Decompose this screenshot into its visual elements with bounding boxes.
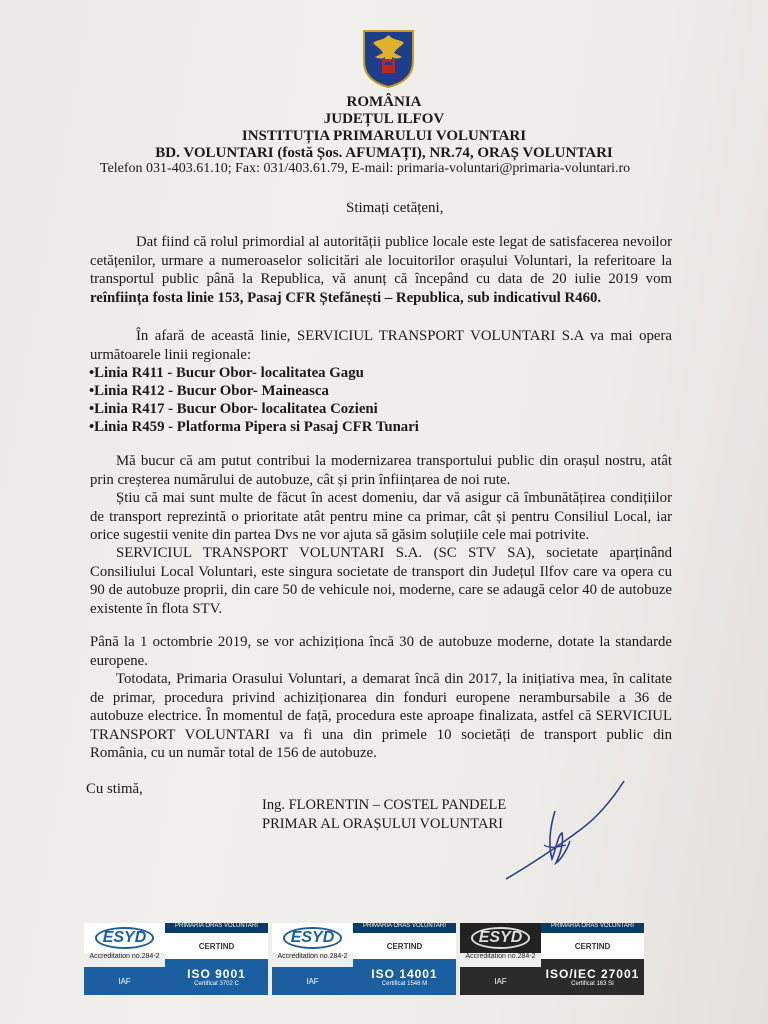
standard-label: ISO 9001 bbox=[187, 967, 246, 981]
standard-label: ISO 14001 bbox=[371, 967, 438, 981]
paragraph-line: prin creșterea numărului de autobuze, cât și prin înființarea de noi rute. bbox=[90, 471, 511, 488]
accreditation-text: Accreditation no.284-2 bbox=[272, 953, 353, 967]
paragraph-line: Mă bucur că am putut contribui la modernizarea transportului public din orașul nostru, atât bbox=[116, 453, 672, 469]
accreditation-text: Accreditation no.284-2 bbox=[84, 953, 165, 967]
certificate-number: Certificat 3702 C bbox=[194, 981, 239, 987]
paragraph-line: de primar, procedura privind achiziționarea din fonduri europene nerambursabile a 36 de bbox=[90, 689, 672, 706]
list-item: •Linia R412 - Bucur Obor- Maineasca bbox=[89, 383, 329, 399]
certind-logo: CERTIND bbox=[541, 933, 644, 959]
iso-9001-badge bbox=[84, 923, 268, 995]
closing: Cu stimă, bbox=[86, 781, 143, 797]
badge-header: PRIMARIA ORAS VOLUNTARI bbox=[541, 923, 644, 933]
paragraph-regional-lines bbox=[90, 327, 672, 364]
certificate-number: Certificat 1548 M bbox=[381, 981, 428, 987]
paragraph-line: 90 de autobuze proprii, din care 50 de vehicule noi, moderne, care se adaugă celor 40 de autobuze bbox=[90, 582, 672, 598]
paragraph-line: europene. bbox=[90, 652, 148, 669]
esyd-logo: ESYD bbox=[471, 927, 531, 949]
iaf-label: IAF bbox=[460, 967, 541, 995]
accreditation-text: Accreditation no.284-2 bbox=[460, 953, 541, 967]
contact-line: Telefon 031-403.61.10; Fax: 031/403.61.79, E-mail: primaria-voluntari@primaria-voluntari.ro bbox=[100, 161, 631, 176]
iaf-label: IAF bbox=[84, 967, 165, 995]
institution-heading: INSTITUȚIA PRIMARULUI VOLUNTARI bbox=[241, 128, 527, 144]
iso-27001-badge bbox=[460, 923, 644, 995]
paragraph-line: transportul public până la Republica, vă anunț că începând cu data de 20 iulie 2019 vom bbox=[90, 271, 672, 287]
signatory-block bbox=[262, 796, 506, 834]
paragraph-line: de transport reprezintă o prioritate atât pentru mine ca primar, cât și pentru Consiliul Local, iar bbox=[90, 508, 672, 525]
paragraph-priority bbox=[90, 489, 672, 545]
signatory-name: Ing. FLORENTIN – COSTEL PANDELE bbox=[262, 797, 507, 813]
paragraph-announcement bbox=[90, 233, 672, 307]
paragraph-modernization bbox=[90, 452, 672, 489]
certind-logo: CERTIND bbox=[165, 933, 268, 959]
paragraph-line: cetățenilor, urmare a numeroaselor solicitări ale locuitorilor orașului Voluntari, la referitoare la bbox=[90, 252, 672, 269]
paragraph-line: existente în flota STV. bbox=[90, 600, 223, 617]
paragraph-electric-buses bbox=[90, 670, 672, 763]
badge-header: PRIMARIA ORAS VOLUNTARI bbox=[165, 923, 268, 933]
signatory-title: PRIMAR AL ORAȘULUI VOLUNTARI bbox=[262, 816, 503, 832]
paragraph-line: România, cu un număr total de 156 de autobuze. bbox=[90, 745, 377, 761]
paragraph-line: Dat fiind că rolul primordial al autorității publice locale este legat de satisfacerea nevoilor bbox=[136, 234, 672, 250]
paragraph-line: Știu că mai sunt multe de făcut în acest domeniu, dar vă asigur că îmbunătățirea condițiilor bbox=[116, 490, 672, 506]
paragraph-line: orice sugestii venite din partea Dvs ne vor ajuta să găsim soluțiile cele mai potrivite. bbox=[90, 527, 590, 543]
address-heading: BD. VOLUNTARI (fostă Șos. AFUMAȚI), NR.74, ORAȘ VOLUNTARI bbox=[155, 145, 613, 161]
list-item: •Linia R459 - Platforma Pipera si Pasaj CFR Tunari bbox=[89, 419, 419, 435]
list-item: •Linia R417 - Bucur Obor- localitatea Cozieni bbox=[89, 401, 378, 417]
standard-label: ISO/IEC 27001 bbox=[545, 967, 640, 981]
paragraph-line: Totodata, Primaria Orasului Voluntari, a demarat încă din 2017, la inițiativa mea, în calitate bbox=[116, 671, 672, 687]
esyd-logo: ESYD bbox=[95, 927, 155, 949]
salutation: Stimați cetățeni, bbox=[346, 200, 444, 216]
paragraph-stv bbox=[90, 544, 672, 618]
paragraph-line: TRANSPORT VOLUNTARI va fi una din primele 10 societăți de transport public din bbox=[90, 726, 672, 743]
iso-14001-badge bbox=[272, 923, 456, 995]
country-heading: ROMÂNIA bbox=[346, 94, 422, 110]
iaf-label: IAF bbox=[272, 967, 353, 995]
list-item: •Linia R411 - Bucur Obor- localitatea Gagu bbox=[89, 365, 364, 381]
handwritten-signature bbox=[500, 775, 630, 885]
esyd-logo: ESYD bbox=[283, 927, 343, 949]
certification-badges bbox=[84, 923, 644, 995]
badge-header: PRIMARIA ORAS VOLUNTARI bbox=[353, 923, 456, 933]
romanian-coat-of-arms-icon bbox=[361, 27, 416, 89]
paragraph-acquisition bbox=[90, 633, 672, 670]
certificate-number: Certificat 163 SI bbox=[571, 981, 614, 987]
paragraph-line: reînființa fosta linie 153, Pasaj CFR Ștefănești – Republica, sub indicativul R460. bbox=[90, 289, 602, 306]
paragraph-line: În afară de această linie, SERVICIUL TRANSPORT VOLUNTARI S.A va mai opera bbox=[136, 328, 672, 344]
certind-logo: CERTIND bbox=[353, 933, 456, 959]
paragraph-line: SERVICIUL TRANSPORT VOLUNTARI S.A. (SC STV SA), societate aparținând bbox=[116, 545, 672, 561]
paragraph-line: următoarele linii regionale: bbox=[90, 346, 252, 363]
paragraph-line: autobuze electrice. În momentul de față, procedura este aproape finalizata, astfel că SERVICIUL bbox=[90, 708, 672, 724]
paragraph-line: Consiliului Local Voluntari, este singura societate de transport din Județul Ilfov care va opera cu bbox=[90, 563, 672, 580]
county-heading: JUDEȚUL ILFOV bbox=[323, 111, 445, 127]
paragraph-line: Până la 1 octombrie 2019, se vor achiziționa încă 30 de autobuze moderne, dotate la standarde bbox=[90, 634, 672, 650]
